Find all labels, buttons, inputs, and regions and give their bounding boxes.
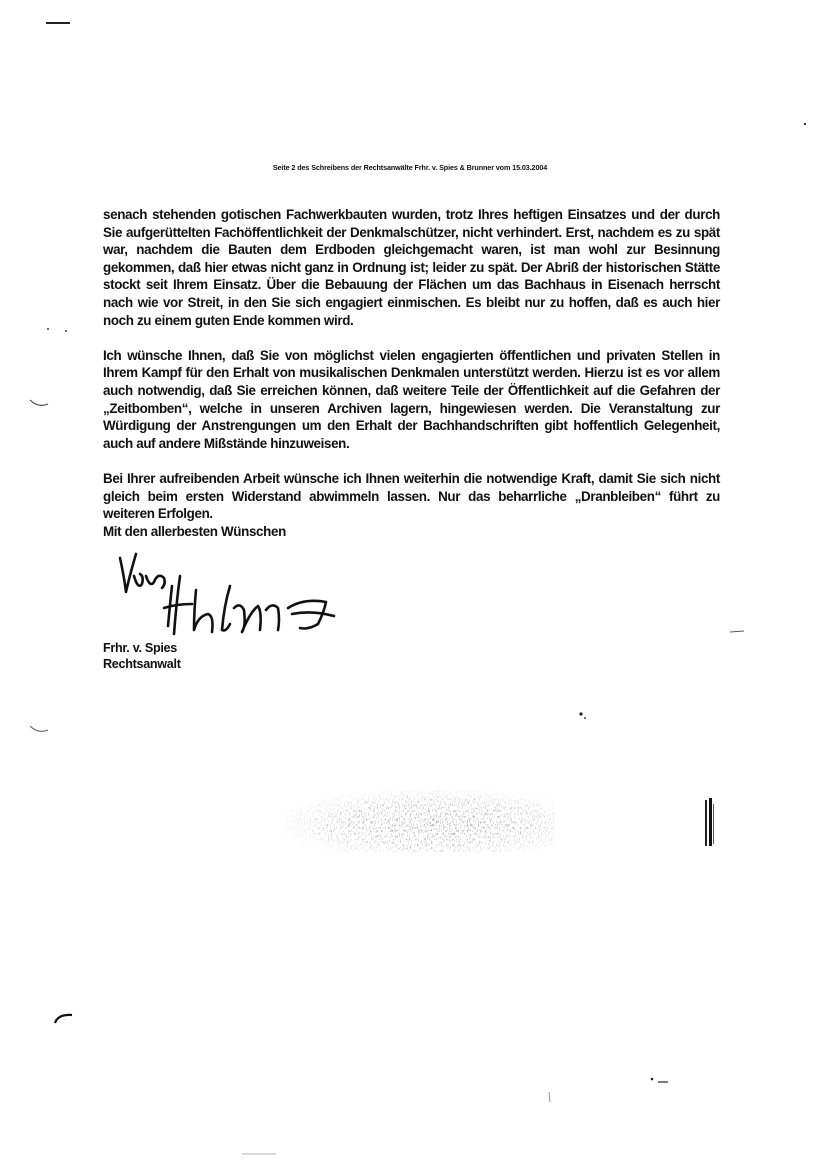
sender-title: Rechtsanwalt (103, 657, 181, 671)
scan-mark-top-left (44, 18, 74, 28)
scan-mark-left (44, 325, 74, 335)
scan-mark-right-dash (728, 628, 748, 636)
sender-name: Frhr. v. Spies (103, 641, 177, 655)
scan-noise-smudge (285, 790, 555, 852)
scan-mark-left-curve (28, 396, 50, 412)
paragraph-2: Ich wünsche Ihnen, daß Sie von möglichst vielen engagierten öffentlichen und privaten Stellen in Ihrem Kampf für den Erhalt von musikalischen Denkmalen unterstützt werden. Hierzu ist es vor allem auch notwendig, daß Sie erreichen können, daß weitere Teile der Öffentlichkeit auf die Gefahren der „Zeitbomben“, welche in unseren Archiven lagern, hingewiesen werden. Die Veranstaltung zur Würdigung der Anstrengungen um den Erhalt der Bachhandschriften gibt hoffentlich Gelegenheit, auch auf andere Mißstände hinzuweisen. (103, 347, 720, 451)
scan-mark-bottom-left (52, 1010, 76, 1026)
scan-mark-bottom-center (545, 1090, 555, 1106)
handwritten-signature (112, 546, 352, 656)
scan-mark-bottom-edge (240, 1150, 280, 1158)
page-header: Seite 2 des Schreibens der Rechtsanwälte Frhr. v. Spies & Brunner vom 15.03.2004 (272, 163, 548, 172)
letter-body (103, 206, 720, 540)
scan-vertical-bar (703, 798, 717, 848)
closing-greeting: Mit den allerbesten Wünschen (103, 524, 286, 539)
paragraph-3: Bei Ihrer aufreibenden Arbeit wünsche ich Ihnen weiterhin die notwendige Kraft, damit Sie sich nicht gleich beim ersten Widerstand abwimmeln lassen. Nur das beharrliche „Dranbleiben“ führt zu weiteren Erfolgen. (103, 470, 720, 522)
paragraph-1: senach stehenden gotischen Fachwerkbauten wurden, trotz Ihres heftigen Einsatzes und der durch Sie aufgerüttelten Fachöffentlichkeit der Denkmalschützer, nicht verhindert. Erst, nachdem es zu spät war, nachdem die Bauten dem Erdboden gleichgemacht waren, ist man wohl zur Besinnung gekommen, daß hier etwas nicht ganz in Ordnung ist; leider zu spät. Der Abriß der historischen Stätte stockt seit Ihrem Einsatz. Über die Bebauung der Flächen um das Bachhaus in Eisenach herrscht nach wie vor Streit, in den Sie sich engagiert einmischen. Es bleibt nur zu hoffen, daß es auch hier noch zu einem guten Ende kommen wird. (103, 207, 720, 328)
scan-mark-bottom-right (648, 1074, 672, 1086)
scan-mark-top-right (800, 118, 812, 132)
scan-mark-left-curve-2 (28, 722, 50, 738)
scan-mark-center-dot (575, 708, 591, 724)
